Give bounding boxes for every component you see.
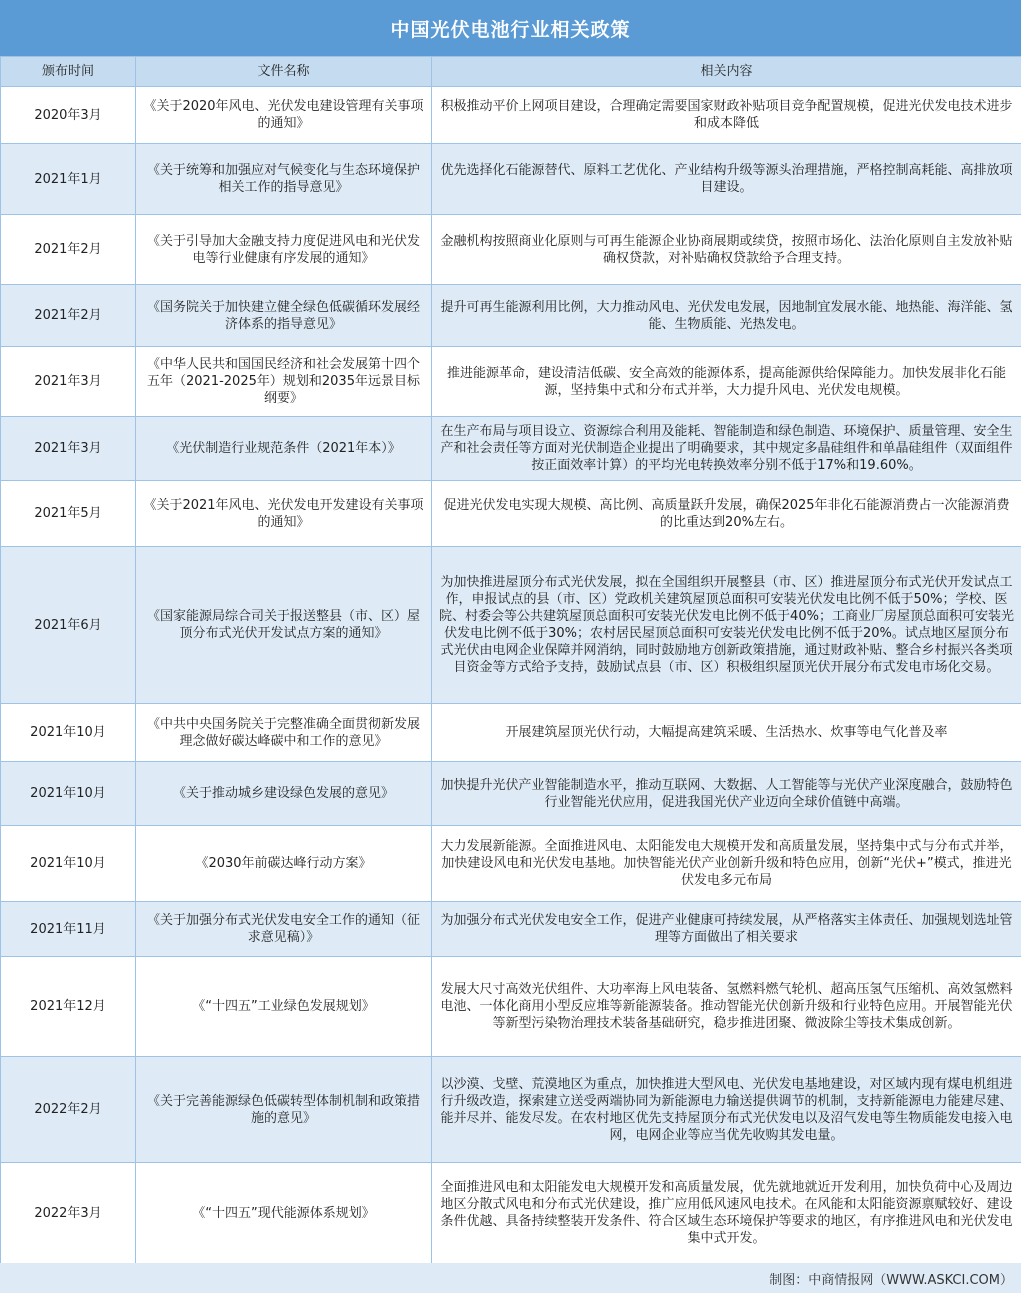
row-content: 开展建筑屋顶光伏行动，大幅提高建筑采暖、生活热水、炊事等电气化普及率: [432, 704, 1021, 762]
header-content: 相关内容: [432, 57, 1021, 87]
table-row: [1, 481, 1021, 547]
table-row: [1, 87, 1021, 144]
header-name: 文件名称: [136, 57, 432, 87]
row-date: 2021年10月: [1, 762, 136, 826]
row-date: 2021年1月: [1, 144, 136, 215]
row-document-name: 《中华人民共和国国民经济和社会发展第十四个五年（2021-2025年）规划和2035年远景目标纲要》: [136, 347, 432, 417]
row-date: 2021年6月: [1, 547, 136, 704]
row-content: 大力发展新能源。全面推进风电、太阳能发电大规模开发和高质量发展，坚持集中式与分布式并举，加快建设风电和光伏发电基地。加快智能光伏产业创新升级和特色应用，创新“光伏+”模式，推进光伏发电多元布局: [432, 826, 1021, 902]
row-document-name: 《关于统筹和加强应对气候变化与生态环境保护相关工作的指导意见》: [136, 144, 432, 215]
table-row: [1, 704, 1021, 762]
row-date: 2022年3月: [1, 1163, 136, 1264]
row-document-name: 《关于加强分布式光伏发电安全工作的通知（征求意见稿）》: [136, 902, 432, 957]
row-date: 2021年3月: [1, 417, 136, 481]
table-row: [1, 1057, 1021, 1163]
row-content: 全面推进风电和太阳能发电大规模开发和高质量发展，优先就地就近开发利用，加快负荷中心及周边地区分散式风电和分布式光伏建设，推广应用低风速风电技术。在风能和太阳能资源禀赋较好、建设条件优越、具备持续整装开发条件、符合区域生态环境保护等要求的地区，有序推进风电和光伏发电集中式开发。: [432, 1163, 1021, 1264]
table-row: [1, 957, 1021, 1057]
table-row: [1, 826, 1021, 902]
table-row: [1, 347, 1021, 417]
row-content: 积极推动平价上网项目建设，合理确定需要国家财政补贴项目竞争配置规模，促进光伏发电技术进步和成本降低: [432, 87, 1021, 144]
row-date: 2021年2月: [1, 285, 136, 347]
row-content: 以沙漠、戈壁、荒漠地区为重点，加快推进大型风电、光伏发电基地建设，对区域内现有煤电机组进行升级改造，探索建立送受两端协同为新能源电力输送提供调节的机制，支持新能源电力能建尽建、能并尽并、能发尽发。在农村地区优先支持屋顶分布式光伏发电以及沼气发电等生物质能发电接入电网，电网企业等应当优先收购其发电量。: [432, 1057, 1021, 1163]
row-document-name: 《国家能源局综合司关于报送整县（市、区）屋顶分布式光伏开发试点方案的通知》: [136, 547, 432, 704]
row-date: 2021年10月: [1, 704, 136, 762]
row-content: 优先选择化石能源替代、原料工艺优化、产业结构升级等源头治理措施，严格控制高耗能、高排放项目建设。: [432, 144, 1021, 215]
row-date: 2021年2月: [1, 215, 136, 285]
row-content: 在生产布局与项目设立、资源综合利用及能耗、智能制造和绿色制造、环境保护、质量管理、安全生产和社会责任等方面对光伏制造企业提出了明确要求，其中规定多晶硅组件和单晶硅组件（双面组件按正面效率计算）的平均光电转换效率分别不低于17%和19.60%。: [432, 417, 1021, 481]
row-document-name: 《关于2020年风电、光伏发电建设管理有关事项的通知》: [136, 87, 432, 144]
row-content: 发展大尺寸高效光伏组件、大功率海上风电装备、氢燃料燃气轮机、超高压氢气压缩机、高效氢燃料电池、一体化商用小型反应堆等新能源装备。推动智能光伏创新升级和行业特色应用。开展智能光伏等新型污染物治理技术装备基础研究，稳步推进团聚、微波除尘等技术集成创新。: [432, 957, 1021, 1057]
row-content: 为加强分布式光伏发电安全工作，促进产业健康可持续发展，从严格落实主体责任、加强规划选址管理等方面做出了相关要求: [432, 902, 1021, 957]
row-document-name: 《中共中央国务院关于完整准确全面贯彻新发展理念做好碳达峰碳中和工作的意见》: [136, 704, 432, 762]
row-date: 2021年10月: [1, 826, 136, 902]
row-document-name: 《光伏制造行业规范条件（2021年本）》: [136, 417, 432, 481]
row-document-name: 《国务院关于加快建立健全绿色低碳循环发展经济体系的指导意见》: [136, 285, 432, 347]
row-document-name: 《2030年前碳达峰行动方案》: [136, 826, 432, 902]
row-date: 2021年12月: [1, 957, 136, 1057]
row-date: 2022年2月: [1, 1057, 136, 1163]
table-row: [1, 902, 1021, 957]
source-footer: 制图：中商情报网（WWW.ASKCI.COM）: [0, 1263, 1021, 1293]
row-content: 金融机构按照商业化原则与可再生能源企业协商展期或续贷，按照市场化、法治化原则自主发放补贴确权贷款，对补贴确权贷款给予合理支持。: [432, 215, 1021, 285]
row-document-name: 《关于引导加大金融支持力度促进风电和光伏发电等行业健康有序发展的通知》: [136, 215, 432, 285]
row-document-name: 《关于2021年风电、光伏发电开发建设有关事项的通知》: [136, 481, 432, 547]
table-header-row: [1, 57, 1021, 87]
row-date: 2021年5月: [1, 481, 136, 547]
row-content: 为加快推进屋顶分布式光伏发展，拟在全国组织开展整县（市、区）推进屋顶分布式光伏开发试点工作，申报试点的县（市、区）党政机关建筑屋顶总面积可安装光伏发电比例不低于50%；学校、医院、村委会等公共建筑屋顶总面积可安装光伏发电比例不低于40%；工商业厂房屋顶总面积可安装光伏发电比例不低于30%；农村居民屋顶总面积可安装光伏发电比例不低于20%。试点地区屋顶分布式光伏由电网企业保障并网消纳，同时鼓励地方创新政策措施，通过财政补贴、整合乡村振兴各类项目资金等方式给予支持，鼓励试点县（市、区）积极组织屋顶光伏开展分布式发电市场化交易。: [432, 547, 1021, 704]
row-document-name: 《“十四五”现代能源体系规划》: [136, 1163, 432, 1264]
row-content: 推进能源革命，建设清洁低碳、安全高效的能源体系，提高能源供给保障能力。加快发展非化石能源，坚持集中式和分布式并举，大力提升风电、光伏发电规模。: [432, 347, 1021, 417]
row-date: 2020年3月: [1, 87, 136, 144]
row-date: 2021年11月: [1, 902, 136, 957]
row-content: 促进光伏发电实现大规模、高比例、高质量跃升发展，确保2025年非化石能源消费占一次能源消费的比重达到20%左右。: [432, 481, 1021, 547]
page-title: 中国光伏电池行业相关政策: [0, 0, 1021, 56]
table-row: [1, 285, 1021, 347]
table-row: [1, 547, 1021, 704]
table-body: [1, 87, 1021, 1264]
table-row: [1, 144, 1021, 215]
table-row: [1, 215, 1021, 285]
table-row: [1, 417, 1021, 481]
row-document-name: 《“十四五”工业绿色发展规划》: [136, 957, 432, 1057]
row-content: 加快提升光伏产业智能制造水平，推动互联网、大数据、人工智能等与光伏产业深度融合，鼓励特色行业智能光伏应用，促进我国光伏产业迈向全球价值链中高端。: [432, 762, 1021, 826]
row-date: 2021年3月: [1, 347, 136, 417]
policy-table: [0, 56, 1021, 1264]
row-document-name: 《关于推动城乡建设绿色发展的意见》: [136, 762, 432, 826]
table-row: [1, 762, 1021, 826]
table-row: [1, 1163, 1021, 1264]
row-document-name: 《关于完善能源绿色低碳转型体制机制和政策措施的意见》: [136, 1057, 432, 1163]
row-content: 提升可再生能源利用比例，大力推动风电、光伏发电发展，因地制宜发展水能、地热能、海洋能、氢能、生物质能、光热发电。: [432, 285, 1021, 347]
header-date: 颁布时间: [1, 57, 136, 87]
